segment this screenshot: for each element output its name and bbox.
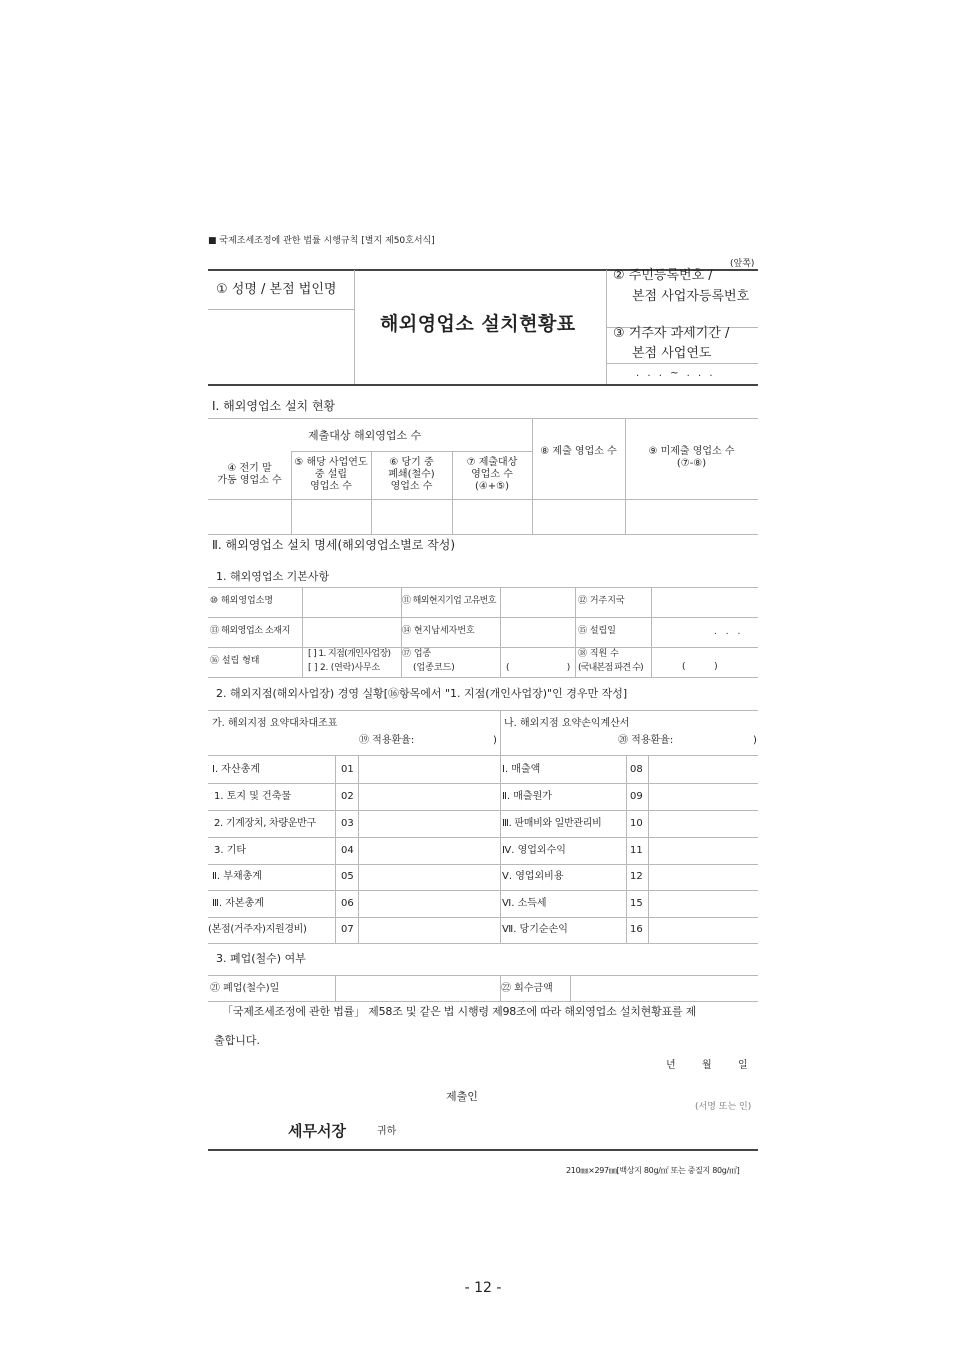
establishment-date-label: ⑮ 설립일 (578, 626, 616, 636)
col5-label: ⑤ 해당 사업연도 중 설립 영업소 수 (294, 457, 368, 492)
col5-value[interactable] (291, 500, 371, 534)
industry-code-field[interactable]: ( ) (506, 663, 571, 673)
is-row-code: 11 (630, 845, 643, 856)
form-reference: ■ 국제조세조정에 관한 법률 시행규칙 [별지 제50호서식] (208, 236, 435, 246)
submission-group-label: 제출대상 해외영업소 수 (308, 429, 422, 442)
establishment-date-field[interactable]: . . . (714, 627, 741, 637)
balance-sheet-heading: 가. 해외지점 요약대차대조표 (212, 718, 338, 729)
bs-row-code: 05 (341, 871, 354, 882)
registration-number-label: ② 주민등록번호 / (613, 268, 713, 283)
local-tax-id-label: ⑭ 현지납세자번호 (402, 626, 475, 636)
is-row-code: 15 (630, 898, 643, 909)
is-row-amount[interactable] (649, 918, 758, 943)
residence-country-label: ⑫ 거주지국 (578, 596, 625, 606)
bs-exchange-rate-field[interactable] (430, 733, 492, 747)
is-row-label: Ⅱ. 매출원가 (502, 791, 552, 802)
tax-period-label: ③ 거주자 과세기간 / (613, 326, 730, 341)
office-location-label: ⑬ 해외영업소 소재지 (210, 626, 290, 636)
bs-row-label: Ⅰ. 자산총계 (212, 764, 260, 775)
bs-row-label: (본점(거주자)지원경비) (208, 924, 307, 935)
is-row-code: 08 (630, 764, 643, 775)
is-row-code: 12 (630, 871, 643, 882)
col6-value[interactable] (371, 500, 452, 534)
office-location-field[interactable] (303, 618, 400, 647)
is-row-label: Ⅴ. 영업외비용 (502, 871, 564, 882)
bs-row-amount[interactable] (359, 756, 499, 783)
bs-row-label: 1. 토지 및 건축물 (214, 791, 292, 802)
foreign-entity-id-field[interactable] (501, 588, 574, 617)
statement-line1: 「국제조세조정에 관한 법률」 제58조 및 같은 법 시행령 제98조에 따라 해외영업소 설치현황표를 제 (222, 1005, 697, 1018)
is-row-code: 16 (630, 924, 643, 935)
bs-row-amount[interactable] (359, 784, 499, 810)
col9-value[interactable] (625, 500, 758, 534)
business-year-label: 본점 사업연도 (632, 346, 712, 361)
is-row-amount[interactable] (649, 756, 758, 783)
section2-heading: Ⅱ. 해외영업소 설치 명세(해외영업소별로 작성) (212, 538, 455, 552)
type-option-office[interactable]: [ ] 2. (연락)사무소 (308, 663, 380, 673)
bs-row-code: 07 (341, 924, 354, 935)
is-rate-close-paren: ) (753, 735, 757, 746)
bs-row-code: 03 (341, 818, 354, 829)
bs-row-amount[interactable] (359, 838, 499, 864)
branch-status-heading: 2. 해외지점(해외사업장) 경영 실황[⑯항목에서 "1. 지점(개인사업장)"인 경우만 작성] (216, 687, 628, 700)
bs-rate-close-paren: ) (493, 735, 497, 746)
closure-date-field[interactable] (336, 976, 499, 1001)
is-row-label: Ⅰ. 매출액 (502, 764, 541, 775)
bs-row-amount[interactable] (359, 811, 499, 837)
col8-label: ⑧ 제출 영업소 수 (540, 446, 617, 457)
bs-row-amount[interactable] (359, 918, 499, 943)
signature-label: (서명 또는 인) (695, 1102, 752, 1112)
is-row-label: Ⅵ. 소득세 (502, 898, 547, 909)
is-row-code: 09 (630, 791, 643, 802)
residence-country-field[interactable] (652, 588, 758, 617)
paper-spec: 210㎜×297㎜[백상지 80g/㎡ 또는 중질지 80g/㎡] (566, 1166, 740, 1175)
establishment-type-label: ⑯ 설립 형태 (210, 656, 260, 666)
employee-count-field[interactable]: ( ) (682, 662, 718, 672)
bullet-square-icon: ■ (208, 236, 217, 246)
statement-line2: 출합니다. (214, 1034, 261, 1047)
form-title: 해외영업소 설치현황표 (380, 313, 576, 335)
income-statement-heading: 나. 해외지점 요약손익계산서 (504, 718, 630, 729)
is-row-amount[interactable] (649, 811, 758, 837)
recipient-suffix: 귀하 (377, 1126, 397, 1137)
bs-row-label: Ⅱ. 부채총계 (212, 871, 262, 882)
employee-count-label: ⑱ 직원 수 (578, 649, 619, 659)
basic-info-heading: 1. 해외영업소 기본사항 (216, 570, 330, 583)
bs-row-code: 04 (341, 845, 354, 856)
col6-label: ⑥ 당기 중 폐쇄(철수) 영업소 수 (388, 457, 435, 492)
bs-row-label: 3. 기타 (214, 845, 247, 856)
bs-row-label: 2. 기계장치, 차량운반구 (214, 818, 316, 829)
office-name-field[interactable] (303, 588, 400, 617)
is-row-label: Ⅲ. 판매비와 일반관리비 (502, 818, 602, 829)
type-option-branch[interactable]: [ ] 1. 지점(개인사업장) (308, 649, 391, 659)
closure-heading: 3. 폐업(철수) 여부 (216, 952, 306, 965)
local-tax-id-field[interactable] (501, 618, 574, 647)
col7-value[interactable] (452, 500, 532, 534)
col7-label: ⑦ 제출대상 영업소 수 (④+⑤) (466, 457, 518, 492)
industry-code-label: (업종코드) (413, 663, 455, 673)
col8-value[interactable] (532, 500, 625, 534)
recovered-amount-label: ㉒ 회수금액 (501, 983, 553, 994)
is-row-code: 10 (630, 818, 643, 829)
bs-exchange-rate-label: ⑲ 적용환율: (359, 735, 415, 746)
bs-row-code: 01 (341, 764, 354, 775)
date-day-label: 일 (738, 1060, 748, 1071)
foreign-entity-id-label: ⑪ 해외현지기업 고유번호 (402, 596, 496, 606)
is-row-label: Ⅶ. 당기순손익 (502, 924, 568, 935)
is-row-amount[interactable] (649, 891, 758, 917)
date-year-label: 년 (666, 1060, 676, 1071)
recovered-amount-field[interactable] (571, 976, 758, 1001)
bs-row-code: 06 (341, 898, 354, 909)
is-row-amount[interactable] (649, 838, 758, 864)
date-month-label: 월 (702, 1060, 712, 1071)
submitter-field[interactable] (498, 1090, 688, 1106)
industry-label: ⑰ 업종 (402, 649, 432, 659)
recipient-title: 세무서장 (288, 1122, 346, 1140)
col4-label: ④ 전기 말 가동 영업소 수 (217, 463, 282, 486)
bs-row-amount[interactable] (359, 865, 499, 890)
closure-date-label: ㉑ 폐업(철수)일 (210, 983, 280, 994)
col4-value[interactable] (208, 500, 291, 534)
section1-heading: Ⅰ. 해외영업소 설치 현황 (212, 399, 336, 413)
period-field[interactable]: . . . ~ . . . (636, 368, 713, 379)
page-number: - 12 - (464, 1280, 502, 1296)
is-row-label: Ⅳ. 영업외수익 (502, 845, 566, 856)
page-side-label: (앞쪽) (730, 259, 755, 269)
bs-row-code: 02 (341, 791, 354, 802)
is-exchange-rate-label: ⑳ 적용환율: (618, 735, 674, 746)
is-row-amount[interactable] (649, 784, 758, 810)
bs-row-label: Ⅲ. 자본총계 (212, 898, 264, 909)
name-field-label: ① 성명 / 본점 법인명 (216, 282, 337, 297)
is-row-amount[interactable] (649, 865, 758, 890)
dispatched-count-label: (국내본점 파견 수) (578, 663, 643, 673)
office-name-label: ⑩ 해외영업소명 (210, 596, 274, 606)
business-registration-label: 본점 사업자등록번호 (632, 289, 750, 304)
bs-row-amount[interactable] (359, 891, 499, 917)
submitter-label: 제출인 (446, 1090, 478, 1103)
is-exchange-rate-field[interactable] (688, 733, 750, 747)
col9-label: ⑨ 미제출 영업소 수 (⑦-⑧) (648, 446, 735, 469)
